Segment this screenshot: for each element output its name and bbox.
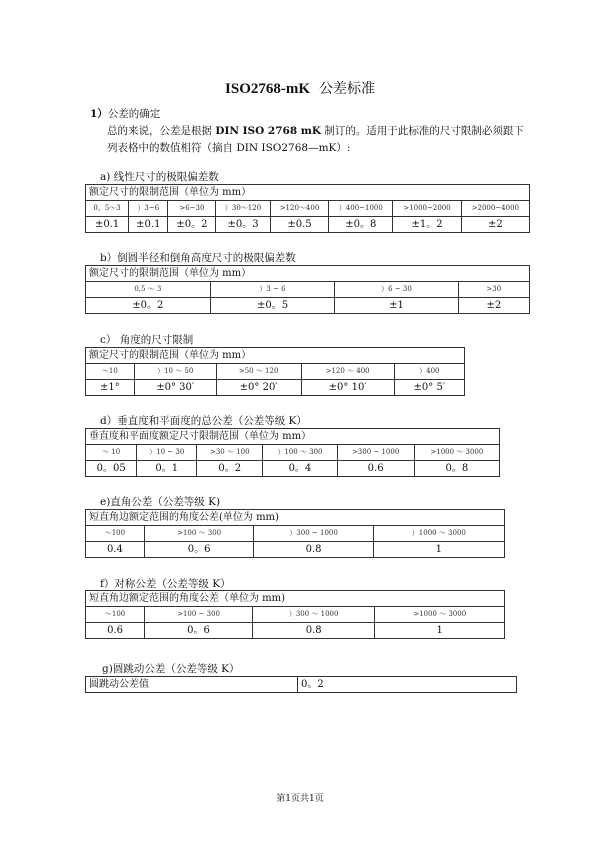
table-c (85, 347, 465, 396)
table-row (86, 607, 505, 623)
table-row (86, 542, 505, 558)
tolerance-cell: ±0.1 (129, 217, 168, 233)
tolerance-cell: ±1 (335, 298, 458, 314)
table-row (86, 510, 505, 526)
tolerance-cell: 0.8 (252, 623, 374, 639)
intro-line-2: 列表格中的数值相符（摘自 DIN ISO2768—mK）: (107, 142, 351, 154)
range-cell: ）300 ~ 1000 (254, 526, 373, 542)
tolerance-cell: 0.6 (337, 461, 414, 477)
table-row (86, 380, 465, 396)
range-cell: >120 ～ 400 (301, 364, 394, 380)
range-cell: ～100 (86, 526, 145, 542)
tolerance-cell: 0。6 (144, 542, 254, 558)
table-row (86, 217, 530, 233)
range-cell: ～100 (86, 607, 145, 623)
tolerance-cell: ±0° 10′ (301, 380, 394, 396)
table-e-label: e)直角公差（公差等级 K) (100, 496, 221, 508)
tolerance-cell: 0。2 (197, 461, 263, 477)
tolerance-cell: 0.6 (86, 623, 145, 639)
range-cell: ）30～120 (216, 201, 270, 217)
section-title: 公差的确定 (107, 108, 161, 120)
range-cell: >100 ～ 300 (144, 526, 254, 542)
range-cell: ）400 (394, 364, 464, 380)
table-row (86, 348, 465, 364)
range-cell: >120～400 (270, 201, 329, 217)
range-cell: 0。5～3 (86, 201, 129, 217)
table-a-label: a) 线性尺寸的极限偏差数 (100, 171, 219, 183)
range-cell: >50 ～ 120 (216, 364, 301, 380)
title-text: 公差标准 (318, 81, 375, 97)
table-row (86, 282, 530, 298)
range-cell: ）400~1000 (329, 201, 393, 217)
intro-line-1 (107, 123, 524, 138)
tolerance-cell: ±0° 20′ (216, 380, 301, 396)
tolerance-cell: ±0° 30′ (134, 380, 216, 396)
range-cell: ）300 ～ 1000 (252, 607, 374, 623)
range-cell: ）10 ~ 30 (137, 445, 197, 461)
range-cell: ）100 ～ 300 (263, 445, 337, 461)
table-f (85, 590, 505, 639)
intro-text: 总的来说，公差是根据 (107, 125, 212, 137)
table-b (85, 265, 530, 314)
range-cell: >1000~2000 (393, 201, 461, 217)
range-cell: ）3 ~ 6 (210, 282, 335, 298)
range-cell: ）1000 ～ 3000 (373, 526, 504, 542)
tolerance-cell: ±1。2 (393, 217, 461, 233)
tolerance-cell: ±0。2 (86, 298, 211, 314)
tolerance-cell: ±0。8 (329, 217, 393, 233)
table-row (86, 185, 530, 201)
tolerance-cell: 0.4 (86, 542, 145, 558)
title-code: ISO2768-mK (225, 81, 311, 97)
table-f-label: f）对称公差（公差等级 K） (100, 578, 231, 590)
range-cell: ）10 ～ 50 (134, 364, 216, 380)
table-header: 额定尺寸的限制范围（单位为 mm） (86, 348, 465, 364)
tolerance-cell: ±2 (458, 298, 529, 314)
tolerance-cell: ±0° 5′ (394, 380, 464, 396)
tolerance-cell: 0。8 (414, 461, 499, 477)
table-e (85, 509, 505, 558)
table-b-label: b）倒圆半径和倒角高度尺寸的极限偏差数 (100, 252, 296, 264)
tolerance-cell: 1 (373, 542, 504, 558)
range-cell: ）6 ~ 30 (335, 282, 458, 298)
range-cell: >300 ~ 1000 (337, 445, 414, 461)
table-d (85, 428, 500, 477)
section-number: 1） (90, 108, 108, 120)
table-g (85, 676, 517, 693)
table-row (86, 201, 530, 217)
tolerance-cell: ±1° (86, 380, 135, 396)
table-header: 短直角边额定范围的角度公差（单位为 mm) (86, 591, 505, 607)
table-row (86, 526, 505, 542)
tolerance-cell: ±0。2 (168, 217, 216, 233)
tolerance-cell: ±0.1 (86, 217, 129, 233)
table-row (86, 298, 530, 314)
intro-text: 制订的。适用于此标准的尺寸限制必须跟下 (324, 125, 524, 137)
runout-value-cell: 0。2 (298, 677, 517, 693)
range-cell: ～10 (86, 364, 135, 380)
tolerance-cell: 0。1 (137, 461, 197, 477)
tolerance-cell: ±0.5 (270, 217, 329, 233)
section-heading (90, 106, 160, 121)
range-cell: >1000 ～ 3000 (375, 607, 505, 623)
table-header: 额定尺寸的限制范围（单位为 mm） (86, 185, 530, 201)
table-row (86, 364, 465, 380)
range-cell: ～ 10 (86, 445, 137, 461)
runout-label-cell: 圆跳动公差值 (86, 677, 298, 693)
table-row (86, 461, 500, 477)
table-row (86, 623, 505, 639)
tolerance-cell: 0。6 (145, 623, 253, 639)
tolerance-cell: ±0。3 (216, 217, 270, 233)
range-cell: >6~30 (168, 201, 216, 217)
range-cell: >30 (458, 282, 529, 298)
table-g-label: g)圆跳动公差（公差等级 K） (102, 663, 240, 675)
range-cell: >100 ~ 300 (145, 607, 253, 623)
table-header: 垂直度和平面度额定尺寸限制范围（单位为 mm） (86, 429, 500, 445)
standard-name: DIN ISO 2768 mK (215, 125, 322, 137)
table-row (86, 591, 505, 607)
range-cell: >2000~4000 (461, 201, 529, 217)
table-header: 短直角边额定范围的角度公差(单位为 mm) (86, 510, 505, 526)
tolerance-cell: ±0。5 (210, 298, 335, 314)
range-cell: >1000 ～ 3000 (414, 445, 499, 461)
range-cell: ）3~6 (129, 201, 168, 217)
table-row (86, 266, 530, 282)
page-footer: 第1页共1页 (276, 794, 324, 804)
range-cell: 0,5 ～ 3 (86, 282, 211, 298)
table-header: 额定尺寸的限制范围（单位为 mm） (86, 266, 530, 282)
page-title (0, 78, 600, 98)
table-row (86, 429, 500, 445)
tolerance-cell: 0.8 (254, 542, 373, 558)
tolerance-cell: ±2 (461, 217, 529, 233)
range-cell: >30 ～ 100 (197, 445, 263, 461)
table-d-label: d）垂直度和平面度的总公差（公差等级 K） (100, 415, 307, 427)
table-c-label: c） 角度的尺寸限制 (100, 334, 194, 346)
table-a (85, 184, 530, 233)
tolerance-cell: 0。4 (263, 461, 337, 477)
table-row (86, 445, 500, 461)
tolerance-cell: 1 (375, 623, 505, 639)
tolerance-cell: 0。05 (86, 461, 137, 477)
